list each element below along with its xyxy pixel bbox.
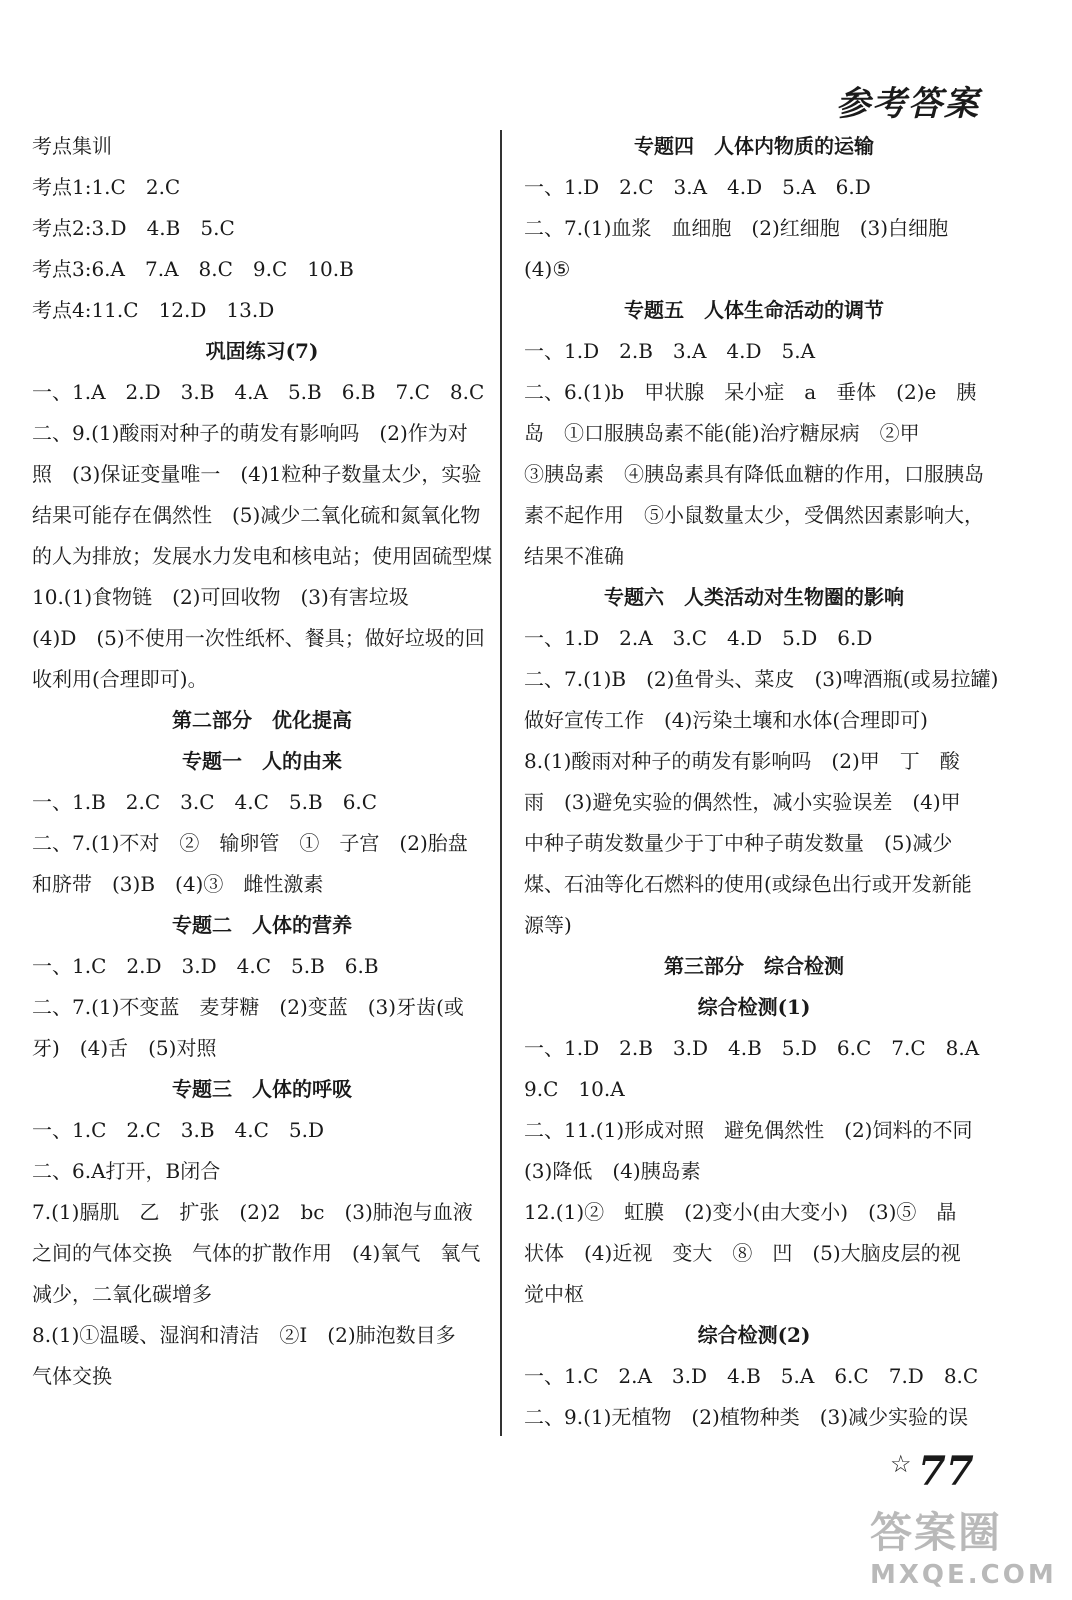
answer-line: 一、1.D 2.B 3.A 4.D 5.A bbox=[524, 339, 816, 363]
section-heading: 专题五 人体生命活动的调节 bbox=[624, 298, 884, 322]
section-heading: 第三部分 综合检测 bbox=[664, 954, 844, 978]
answer-line: 牙) (4)舌 (5)对照 bbox=[32, 1036, 217, 1060]
answer-line: 考点4:11.C 12.D 13.D bbox=[32, 298, 275, 322]
answer-line: (4)⑤ bbox=[524, 257, 571, 281]
answer-line: 雨 (3)避免实验的偶然性，减小实验误差 (4)甲 bbox=[524, 790, 961, 814]
page-number: 77 bbox=[918, 1448, 974, 1495]
answer-line: 8.(1)①温暖、湿润和清洁 ②I (2)肺泡数目多 bbox=[32, 1323, 456, 1347]
answer-line: 考点2:3.D 4.B 5.C bbox=[32, 216, 235, 240]
answer-line: 二、6.A打开，B闭合 bbox=[32, 1159, 221, 1183]
section-heading: 巩固练习(7) bbox=[205, 339, 319, 363]
answer-line: 二、7.(1)不对 ② 输卵管 ① 子宫 (2)胎盘 bbox=[32, 831, 468, 855]
answer-line: 中种子萌发数量少于丁中种子萌发数量 (5)减少 bbox=[524, 831, 953, 855]
section-heading: 专题三 人体的呼吸 bbox=[172, 1077, 352, 1101]
answer-line: 一、1.C 2.C 3.B 4.C 5.D bbox=[32, 1118, 325, 1142]
column-divider bbox=[500, 130, 502, 1436]
star-icon: ☆ bbox=[890, 1450, 912, 1478]
answer-line: 做好宣传工作 (4)污染土壤和水体(合理即可) bbox=[524, 708, 928, 732]
answer-line: 考点1:1.C 2.C bbox=[32, 175, 181, 199]
section-heading: 专题六 人类活动对生物圈的影响 bbox=[604, 585, 904, 609]
section-heading: 专题一 人的由来 bbox=[182, 749, 342, 773]
answer-line: 二、9.(1)无植物 (2)植物种类 (3)减少实验的误 bbox=[524, 1405, 969, 1429]
answer-line: 一、1.C 2.A 3.D 4.B 5.A 6.C 7.D 8.C bbox=[524, 1364, 979, 1388]
left-column bbox=[32, 126, 492, 1397]
watermark-url: MXQE.COM bbox=[870, 1560, 1057, 1590]
answer-line: 7.(1)膈肌 乙 扩张 (2)2 bc (3)肺泡与血液 bbox=[32, 1200, 473, 1224]
answer-line: 考点3:6.A 7.A 8.C 9.C 10.B bbox=[32, 257, 354, 281]
answer-line: 一、1.D 2.A 3.C 4.D 5.D 6.D bbox=[524, 626, 873, 650]
answer-line: 结果不准确 bbox=[524, 544, 624, 568]
section-heading: 综合检测(2) bbox=[697, 1323, 811, 1347]
answer-line: 二、7.(1)不变蓝 麦芽糖 (2)变蓝 (3)牙齿(或 bbox=[32, 995, 464, 1019]
answer-line: 8.(1)酸雨对种子的萌发有影响吗 (2)甲 丁 酸 bbox=[524, 749, 960, 773]
answer-line: 和脐带 (3)B (4)③ 雌性激素 bbox=[32, 872, 324, 896]
answer-line: 一、1.D 2.B 3.D 4.B 5.D 6.C 7.C 8.A bbox=[524, 1036, 980, 1060]
section-heading: 第二部分 优化提高 bbox=[172, 708, 352, 732]
answer-line: 源等) bbox=[524, 913, 572, 937]
page-header-title: 参考答案 bbox=[836, 84, 980, 124]
answer-line: ③胰岛素 ④胰岛素具有降低血糖的作用，口服胰岛 bbox=[524, 462, 984, 486]
answer-line: 二、11.(1)形成对照 避免偶然性 (2)饲料的不同 bbox=[524, 1118, 973, 1142]
answer-line: 考点集训 bbox=[32, 134, 112, 158]
answer-line: 气体交换 bbox=[32, 1364, 112, 1388]
answer-line: 9.C 10.A bbox=[524, 1077, 625, 1101]
answer-line: (4)D (5)不使用一次性纸杯、餐具；做好垃圾的回 bbox=[32, 626, 485, 650]
section-heading: 专题二 人体的营养 bbox=[172, 913, 352, 937]
watermark bbox=[870, 1500, 1060, 1590]
answer-line: 觉中枢 bbox=[524, 1282, 584, 1306]
answer-line: 之间的气体交换 气体的扩散作用 (4)氧气 氧气 bbox=[32, 1241, 481, 1265]
answer-line: 状体 (4)近视 变大 ⑧ 凹 (5)大脑皮层的视 bbox=[524, 1241, 961, 1265]
answer-line: 结果可能存在偶然性 (5)减少二氧化硫和氮氧化物 bbox=[32, 503, 481, 527]
answer-line: 照 (3)保证变量唯一 (4)1粒种子数量太少，实验 bbox=[32, 462, 482, 486]
answer-line: 岛 ①口服胰岛素不能(能)治疗糖尿病 ②甲 bbox=[524, 421, 920, 445]
answer-line: 一、1.B 2.C 3.C 4.C 5.B 6.C bbox=[32, 790, 378, 814]
answer-line: 二、9.(1)酸雨对种子的萌发有影响吗 (2)作为对 bbox=[32, 421, 468, 445]
answer-line: 的人为排放；发展水力发电和核电站；使用固硫型煤 bbox=[32, 544, 492, 568]
answer-line: 一、1.A 2.D 3.B 4.A 5.B 6.B 7.C 8.C bbox=[32, 380, 485, 404]
answer-line: 收利用(合理即可)。 bbox=[32, 667, 208, 691]
answer-line: 煤、石油等化石燃料的使用(或绿色出行或开发新能 bbox=[524, 872, 972, 896]
section-heading: 专题四 人体内物质的运输 bbox=[634, 134, 874, 158]
answer-line: 减少，二氧化碳增多 bbox=[32, 1282, 212, 1306]
answer-line: 二、7.(1)B (2)鱼骨头、菜皮 (3)啤酒瓶(或易拉罐) bbox=[524, 667, 999, 691]
answer-line: 12.(1)② 虹膜 (2)变小(由大变小) (3)⑤ 晶 bbox=[524, 1200, 957, 1224]
answer-line: 二、7.(1)血浆 血细胞 (2)红细胞 (3)白细胞 bbox=[524, 216, 949, 240]
answer-line: (3)降低 (4)胰岛素 bbox=[524, 1159, 701, 1183]
watermark-logo-text: 答案圈 bbox=[870, 1508, 1003, 1557]
section-heading: 综合检测(1) bbox=[697, 995, 811, 1019]
answer-line: 一、1.D 2.C 3.A 4.D 5.A 6.D bbox=[524, 175, 871, 199]
answer-line: 一、1.C 2.D 3.D 4.C 5.B 6.B bbox=[32, 954, 379, 978]
answer-line: 10.(1)食物链 (2)可回收物 (3)有害垃圾 bbox=[32, 585, 409, 609]
answer-line: 二、6.(1)b 甲状腺 呆小症 a 垂体 (2)e 胰 bbox=[524, 380, 977, 404]
answer-line: 素不起作用 ⑤小鼠数量太少，受偶然因素影响大， bbox=[524, 503, 984, 527]
right-column bbox=[524, 126, 999, 1438]
